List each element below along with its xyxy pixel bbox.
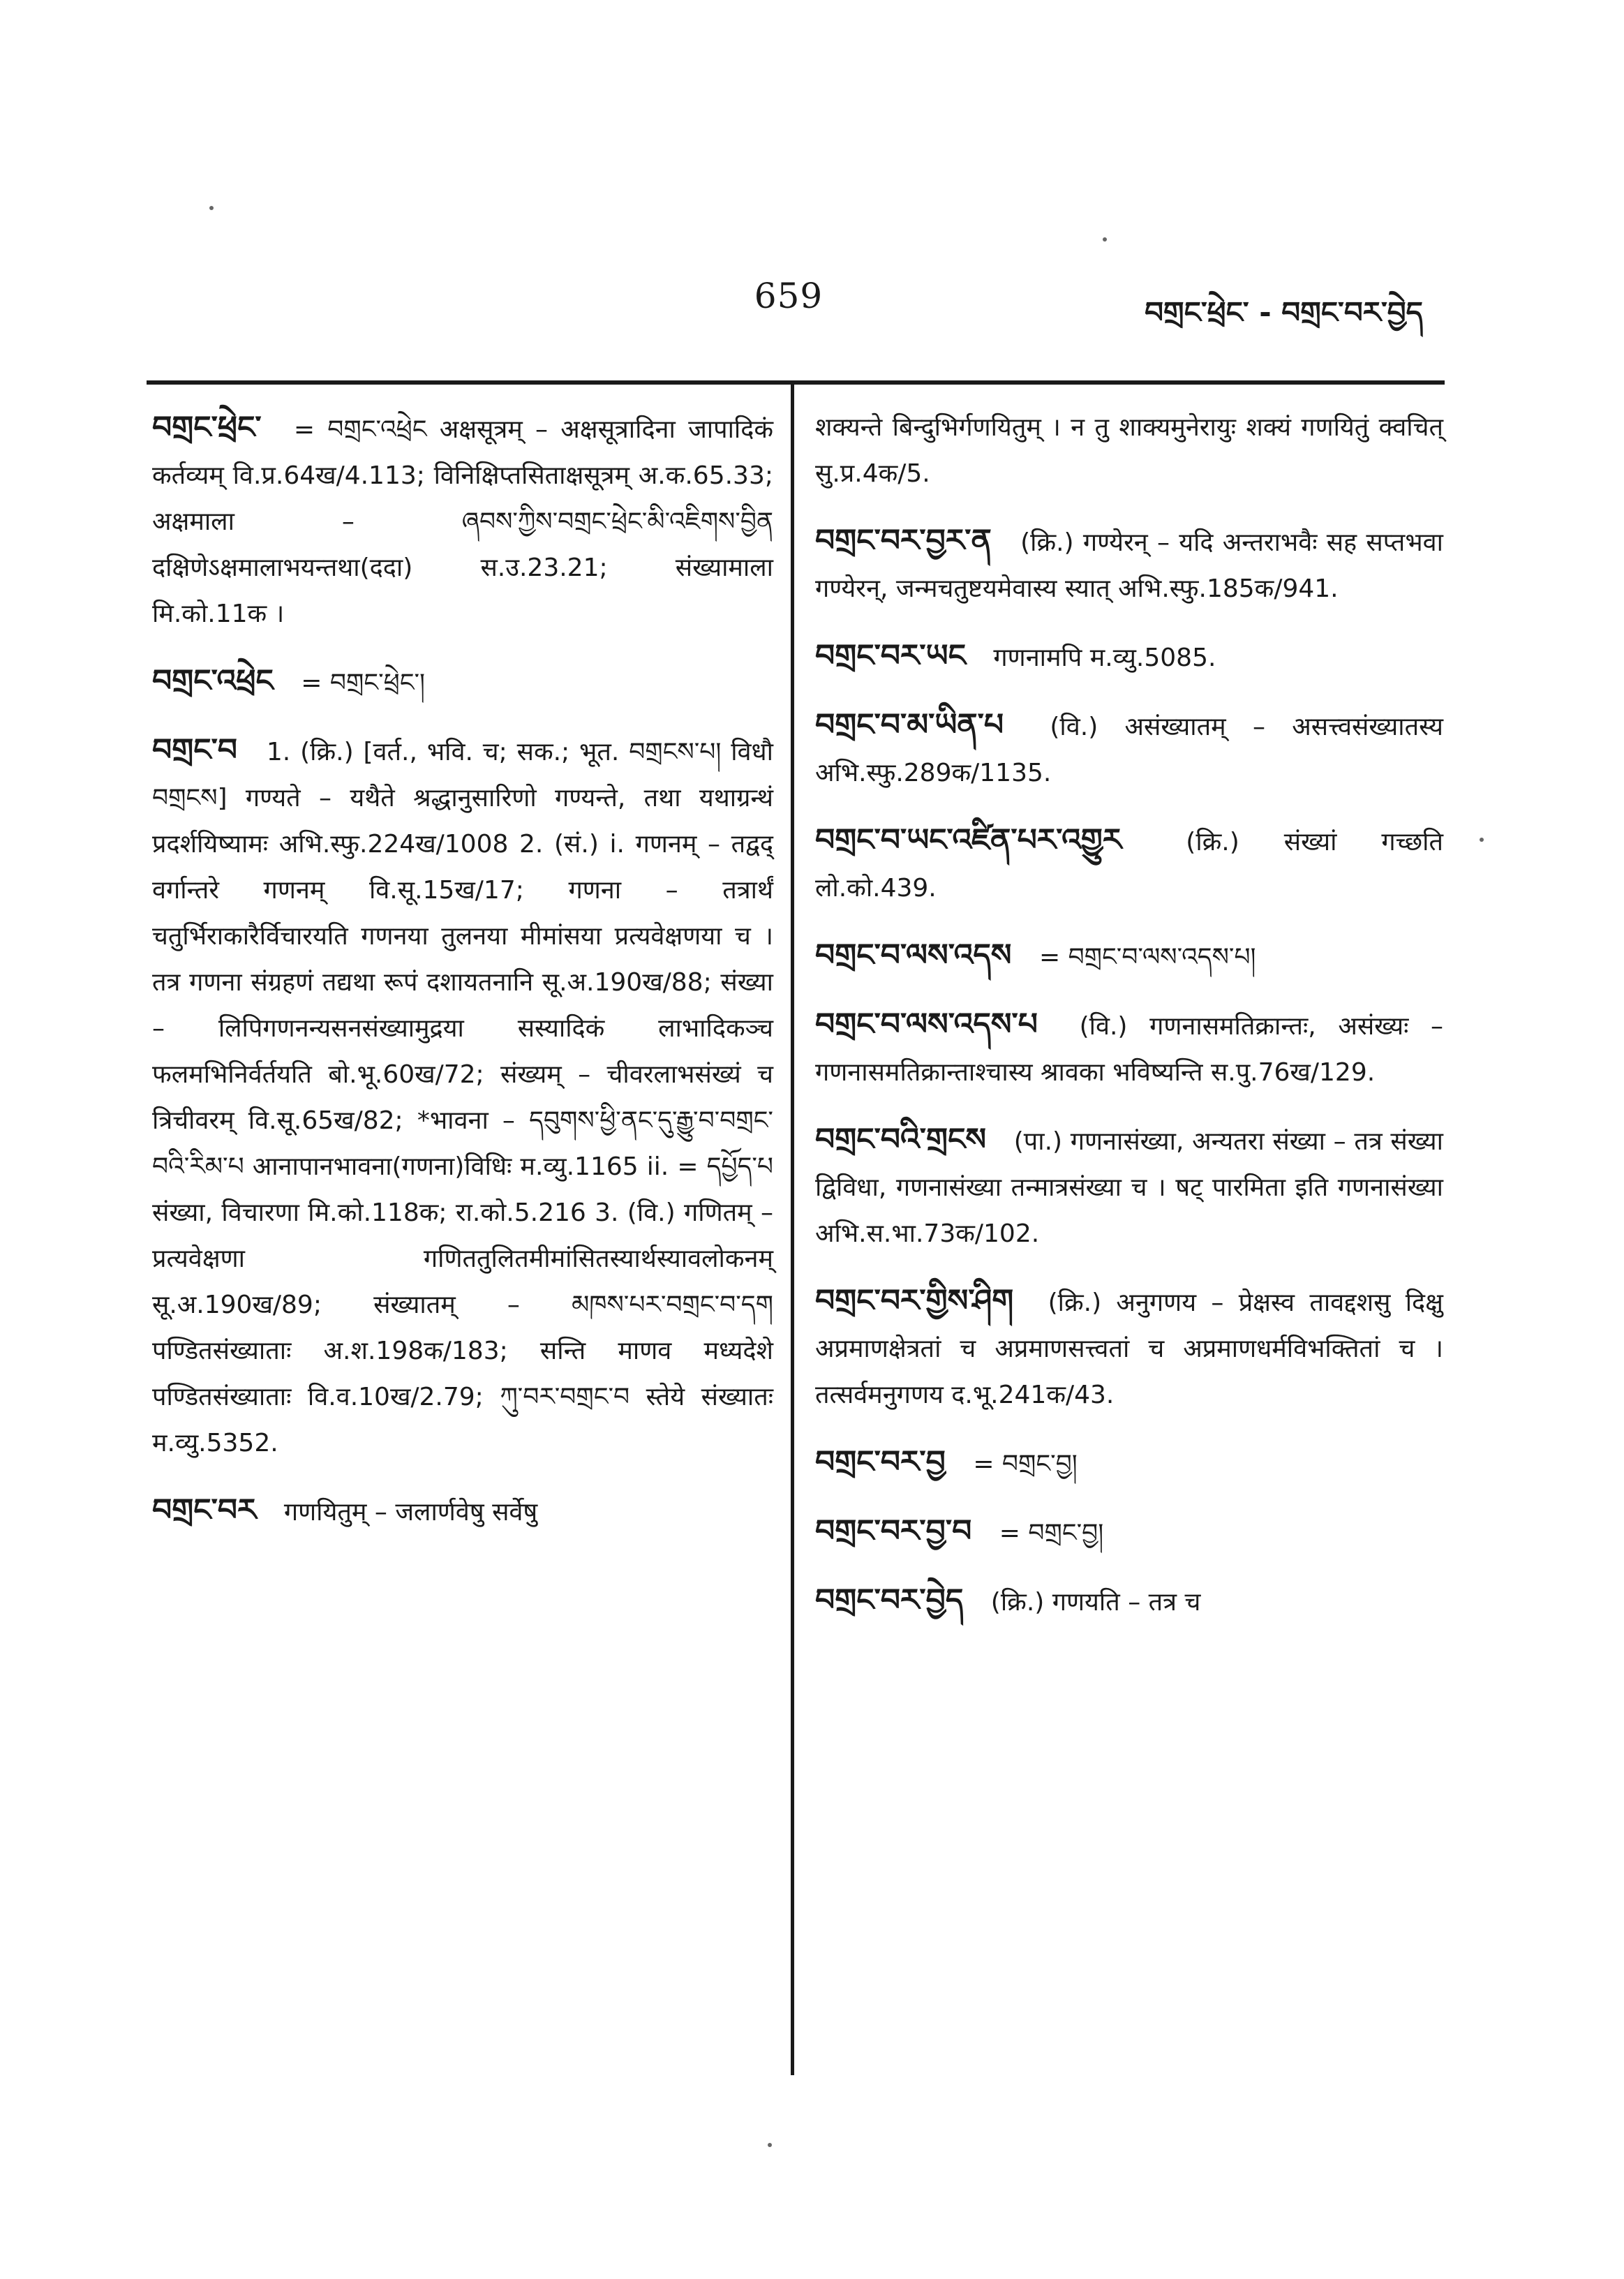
entry-headword: བགྲང་བ་ཡང་འཛིན་པར་འགྱུར <box>815 822 1122 858</box>
dictionary-entry <box>815 1439 1443 1487</box>
left-column <box>152 405 773 1557</box>
column-divider <box>791 383 794 2075</box>
header-rule <box>147 380 1445 385</box>
entry-headword: བགྲང་བར་བྱ་བ <box>815 1513 972 1549</box>
speck-margin <box>1480 838 1484 842</box>
entry-body: (वि.) गणनासमतिक्रान्तः, असंख्यः – गणनासमतिक्रान्ताश्चास्य श्रावका भविष्यन्ति स.पु.76ख/129. <box>815 1012 1443 1087</box>
entry-headword: བགྲང་བ་མ་ཡིན་པ <box>815 707 1004 743</box>
dictionary-entry <box>815 1508 1443 1557</box>
page-number: 659 <box>754 276 824 316</box>
entry-headword: བགྲང་འཕྲེང <box>152 663 274 699</box>
dictionary-entry <box>815 518 1443 612</box>
entry-body: = བགྲང་བ་ལས་འདས་པ། <box>1038 943 1256 972</box>
entry-body: = བགྲང་འཕྲེང अक्षसूत्रम् – अक्षसूत्रादिना जापादिकं कर्तव्यम् वि.प्र.64ख/4.113; विनिक्षिप्तसिताक्षसूत्रम् अ.क.65.33; अक्षमाला – ཞབས་ཀྱིས་བགྲང་ཕྲེང་མི་འཇིགས་བྱིན दक्षिणेऽक्षमालाभयन्तथा(ददा) स.उ.23.21; संख्यामाला मि.को.11क । <box>152 415 773 628</box>
entry-headword: བགྲང་བ་ལས་འདས་པ <box>815 1007 1038 1042</box>
entry-body: 1. (क्रि.) [वर्त., भवि. च; सक.; भूत. བགྲངས་པ། विधौ བགྲངས] गण्यते – यथैते श्रद्धानुसारिणो गण्यन्ते, तथा यथाग्रन्थं प्रदर्शयिष्यामः अभि.स्फु.224ख/1008 2. (सं.) i. गणनम् – तद्वद् वर्गान्तरे गणनम् वि.सू.15ख/17; गणना – तत्रार्थं चतुर्भिराकारैर्विचारयति गणनया तुलनया मीमांसया प्रत्यवेक्षणया च । तत्र गणना संग्रहणं तद्यथा रूपं दशायतनानि सू.अ.190ख/88; संख्या – लिपिगणनन्यसनसंख्यामुद्रया सस्यादिकं लाभादिकञ्च फलमभिनिर्वर्तयति बो.भू.60ख/72; संख्यम् – चीवरलाभसंख्यं च त्रिचीवरम् वि.सू.65ख/82; *भावना – དབུགས་ཕྱི་ནང་དུ་རྒྱུ་བ་བགྲང་བའི་རིམ་པ आनापानभावना(गणना)विधिः म.व्यु.1165 ii. = དཔྱོད་པ संख्या, विचारणा मि.को.118क; रा.को.5.216 3. (वि.) गणितम् – प्रत्यवेक्षणा गणिततुलितमीमांसितस्यार्थस्यावलोकनम् सू.अ.190ख/89; संख्यातम् – མཁས་པར་བགྲང་བ་དག पण्डितसंख्याताः अ.श.198क/183; सन्ति माणव मध्यदेशे पण्डितसंख्याताः वि.व.10ख/2.79; ཀུ་བར་བགྲང་བ स्तेये संख्यातः म.व्यु.5352. <box>152 738 773 1457</box>
dictionary-entry <box>152 727 773 1467</box>
dictionary-entry-continued <box>815 405 1443 497</box>
entry-headword: བགྲང་བར་བྱར་ན <box>815 523 992 558</box>
dictionary-entry <box>815 1278 1443 1418</box>
speck-top <box>209 206 214 210</box>
entry-body: = བགྲང་བྱ། <box>999 1519 1104 1547</box>
entry-headword: བགྲང་བར་གྱིས་ཤིག <box>815 1283 1014 1319</box>
entry-body: = བགྲང་བྱ། <box>973 1450 1078 1478</box>
entry-body: (वि.) असंख्यातम् – असत्त्वसंख्यातस्य अभि.स्फु.289क/1135. <box>815 713 1443 787</box>
dictionary-entry <box>815 633 1443 681</box>
speck-right <box>1103 237 1107 242</box>
entry-body: (पा.) गणनासंख्या, अन्यतरा संख्या – तत्र संख्या द्विविधा, गणनासंख्या तन्मात्रसंख्या च । षट् पारमिता इति गणनासंख्या अभि.स.भा.73क/102. <box>815 1127 1443 1248</box>
entry-headword: བགྲང་བར <box>152 1492 257 1528</box>
entry-headword: བགྲང་བའི་གྲངས <box>815 1122 987 1157</box>
dictionary-entry <box>815 817 1443 912</box>
entry-body: (क्रि.) गण्येरन् – यदि अन्तराभवैः सह सप्तभवा गण्येरन्, जन्मचतुष्टयमेवास्य स्यात् अभि.स्फु.185क/941. <box>815 528 1443 603</box>
running-head: བགྲང་ཕྲེང་ - བགྲང་བར་བྱེད <box>1145 295 1423 329</box>
dictionary-entry <box>152 405 773 637</box>
entry-body: (क्रि.) गणयति – तत्र च <box>990 1588 1201 1617</box>
entry-body: गणनामपि म.व्यु.5085. <box>993 644 1216 672</box>
speck-bottom <box>768 2143 772 2147</box>
dictionary-entry <box>815 1117 1443 1257</box>
right-column <box>815 405 1443 1647</box>
entry-body: (क्रि.) संख्यां गच्छति लो.को.439. <box>815 828 1443 903</box>
entry-body: शक्यन्ते बिन्दुभिर्गणयितुम् । न तु शाक्यमुनेरायुः शक्यं गणयितुं क्वचित् सु.प्र.4क/5. <box>815 413 1443 488</box>
entry-headword: བགྲང་བར་བྱེད <box>815 1582 964 1618</box>
dictionary-entry <box>815 702 1443 796</box>
dictionary-entry <box>152 658 773 706</box>
dictionary-entry <box>815 933 1443 981</box>
entry-headword: བགྲང་བར་ཡང <box>815 638 966 674</box>
dictionary-entry <box>815 1002 1443 1096</box>
entry-body: गणयितुम् – जलार्णवेषु सर्वेषु <box>283 1498 538 1527</box>
dictionary-entry <box>815 1578 1443 1626</box>
entry-headword: བགྲང་བར་བྱ <box>815 1444 946 1480</box>
dictionary-entry <box>152 1487 773 1536</box>
entry-headword: བགྲང་བ <box>152 732 238 768</box>
entry-body: = བགྲང་ཕྲེང་། <box>301 669 426 697</box>
entry-headword: བགྲང་ཕྲེང་ <box>152 410 262 445</box>
entry-headword: བགྲང་བ་ལས་འདས <box>815 937 1012 973</box>
entry-body: (क्रि.) अनुगणय – प्रेक्षस्व तावद्दशसु दिक्षु अप्रमाणक्षेत्रतां च अप्रमाणसत्त्वतां च अप्रमाणधर्मविभक्तितां च । तत्सर्वमनुगणय द.भू.241क/43. <box>815 1289 1443 1409</box>
